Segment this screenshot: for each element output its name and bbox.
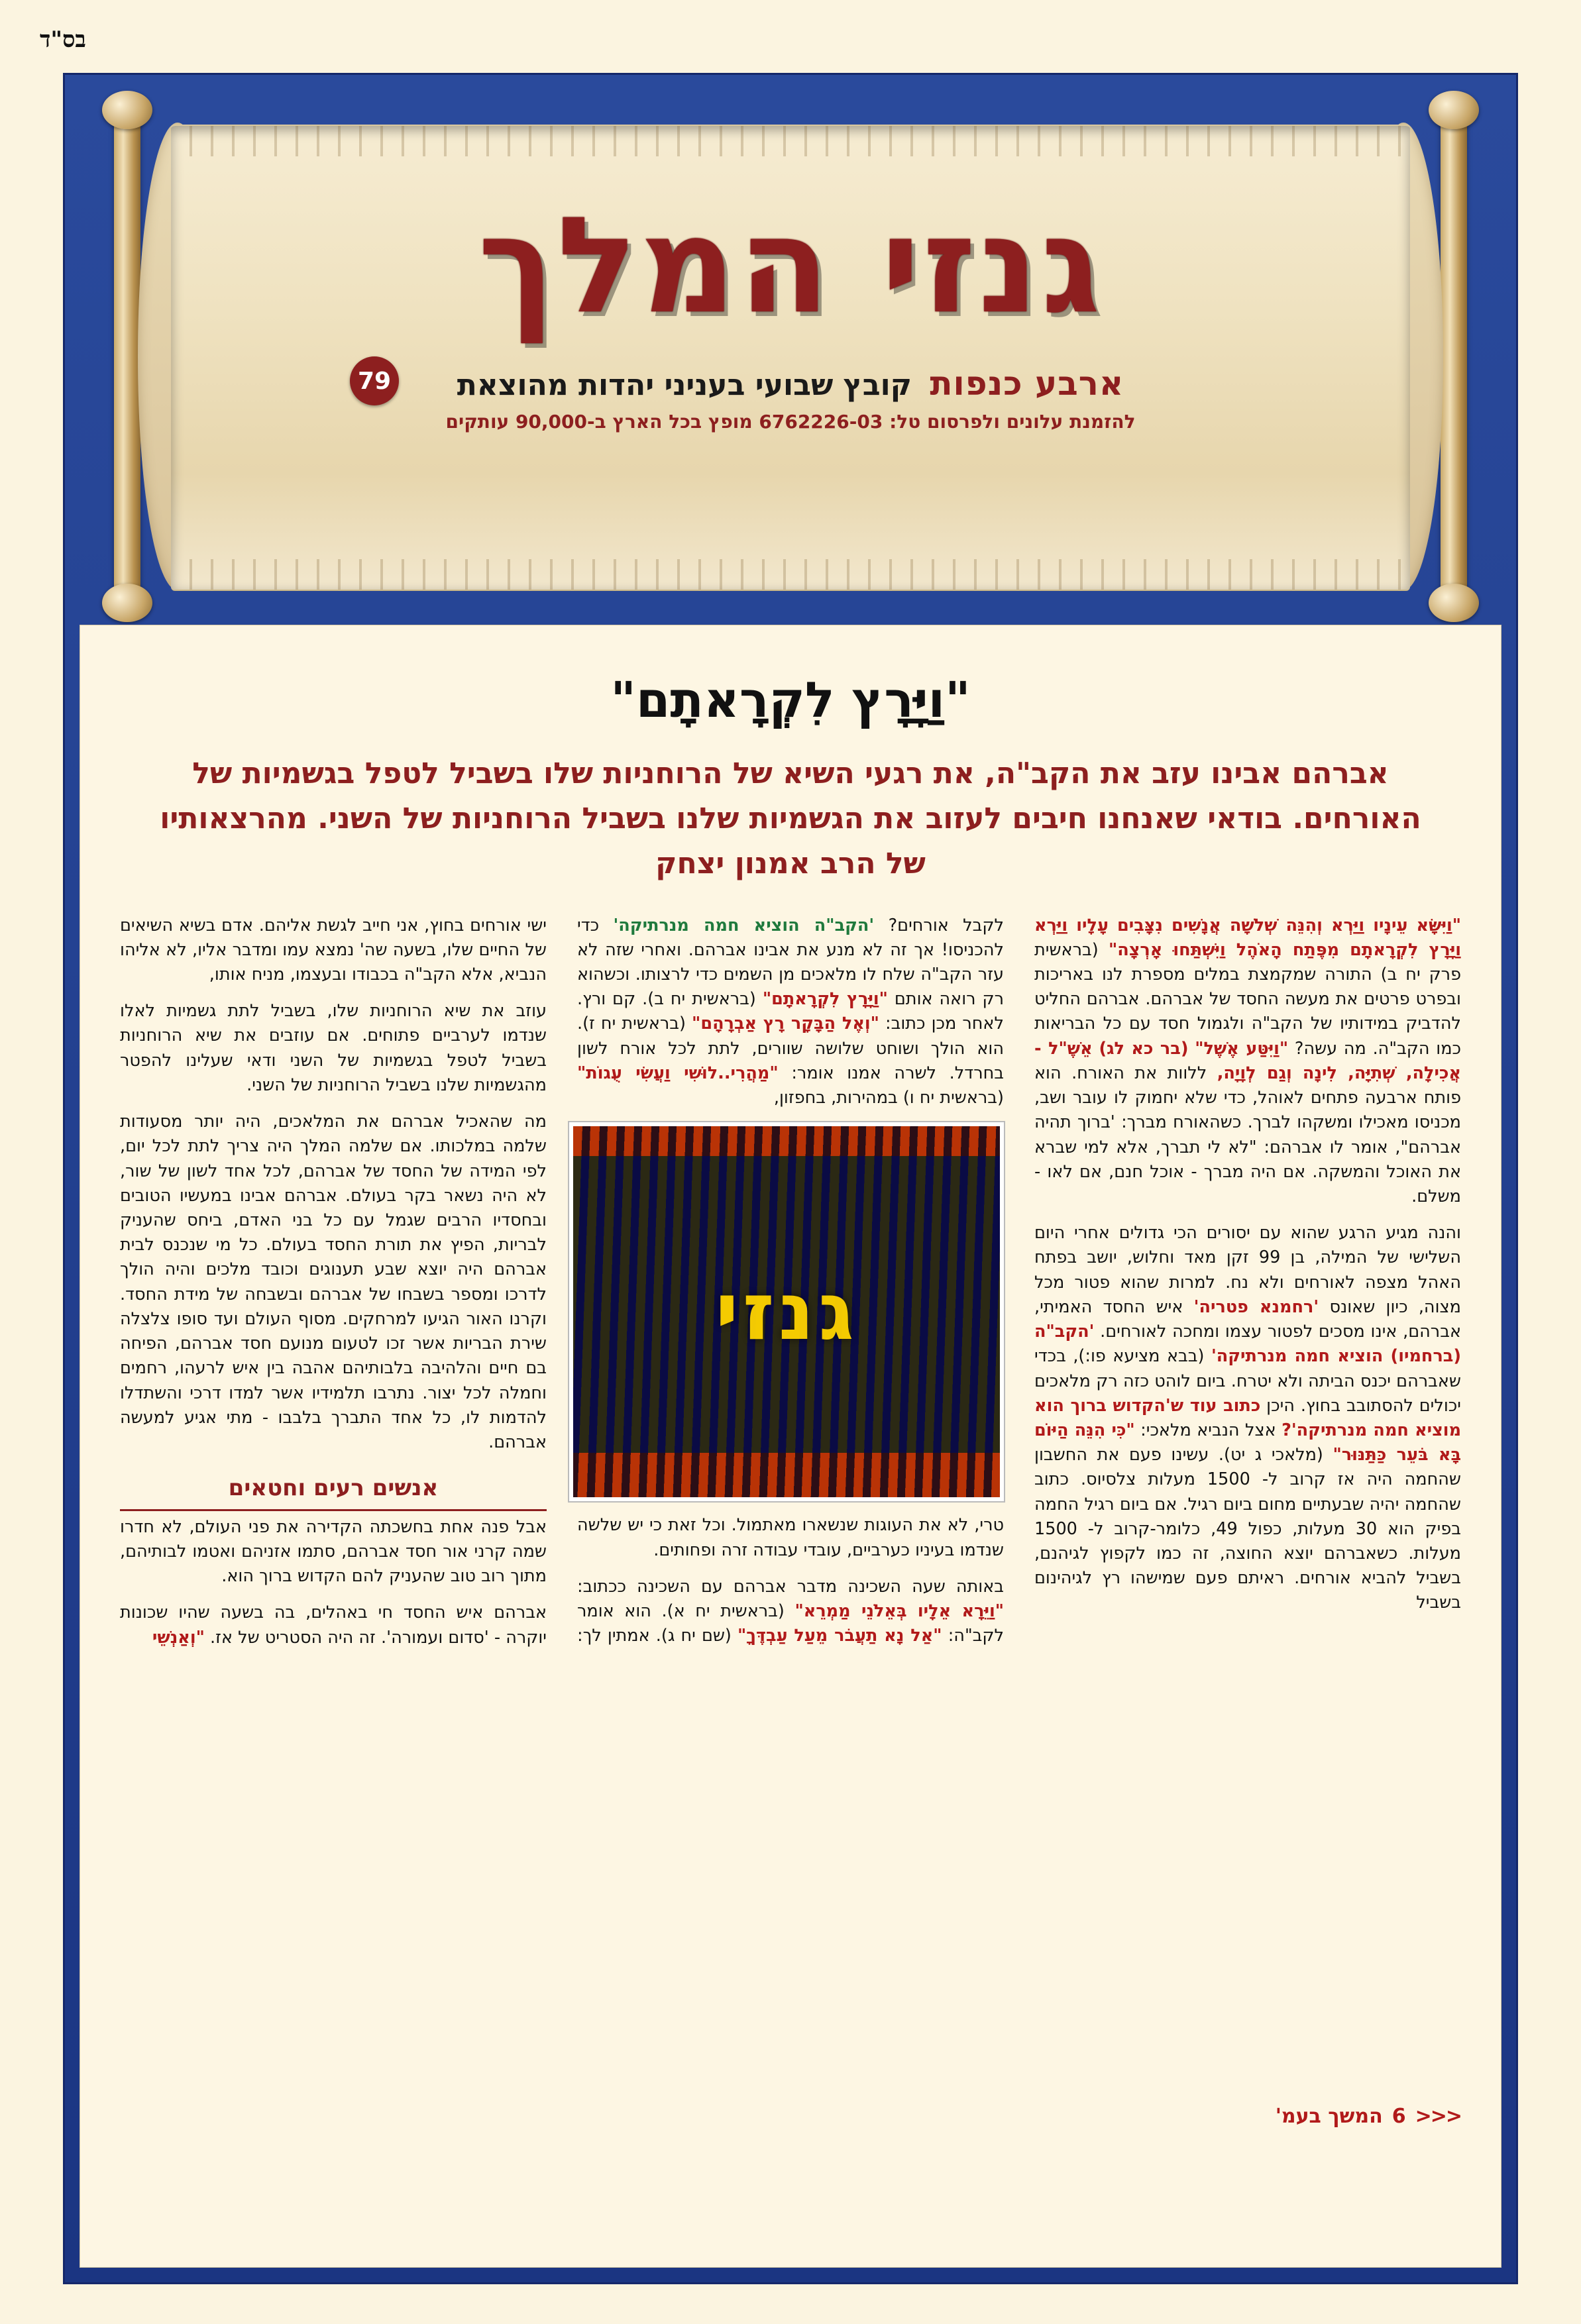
- article-columns: [120, 914, 1461, 2126]
- quote-verse: "וַיֵּרָא אֵלָיו בְּאֵלֹנֵי מַמְרֵא": [794, 1601, 1004, 1621]
- text: (בראשית יח ו) במהירות, בחפזון,: [773, 1088, 1004, 1108]
- text: לקבל אורחים?: [888, 915, 1005, 935]
- page-title: "וַיָּרָץ לִקְרָאתָם": [610, 672, 971, 729]
- quote-verse: "כִּי הִנֵּה הַיּוֹם בָּא בֹּעֵר כַּתַּנּוּר": [1034, 1420, 1461, 1465]
- text: (בבא מציעא פו:), בכדי שאברהם יכנס הביתה ולא יטרח. ביום לוהט כזה רק מלאכים יכולים להסתובב בחוץ. היכן: [1034, 1346, 1461, 1416]
- publisher-brand: ארבע כנפות: [930, 364, 1124, 403]
- text: (שם יח ג). אמתין לך: ישי אורחים בחוץ, אני חייב לגשת אליהם. אדם בשיא השיאים של החיים שלו, בשעה שה' נמצא עמו ומדבר אליו, לא אליהו הנביא, אלא הקב"ה בכבודו ובעצמו, מניח אותו,: [120, 915, 732, 1646]
- paragraph: מה שהאכיל אברהם את המלאכים, היה יותר מסעודות שלמה במלכותו. אם שלמה המלך היה צריך לתת לכל יום, לפי המידה של החסד של אברהם, לכל אחד לשון של שור, לא היה נשאר בקר בעולם. אברהם אבינו במעשיו הטובים ובחסדיו הרבים שגמל עם כל בני האדם, ביחס שהעניק לבריות, הפיץ את תורת החסד בעולם. כל מי שנכנס לבית אברהם היה יוצא שבע תענוגים וכובד מלכים והיה הולך לדרכו ומספר בשבחו של אברהם ובשבחה של מידת החסד. וקרנו האור הגיעו למרחקים. מסוף העולם ועד סופו צלצלה שירת הבריות אשר זכו לטעום מנועם חסד אברהם, הפיחה בם חיים והלהיבה בלבותיהם אהבה בין איש לרעהו, רחמים וחמלה לכל יצור. נתרבו תלמידיו אשר למדו דרכי והשתדלו להדמות לו, כל אחד התברך בלבבו - מתי אגיע למעשה אברהם.: [120, 1112, 547, 1452]
- masthead-scroll: [91, 95, 1490, 618]
- paragraph: [1034, 914, 1461, 1210]
- quote-acronym: אֵשֶׁ"ל - אֲכִילָה, שְׁתִיָּה, לִינָה וְגַם לְוָיָה,: [1034, 1038, 1461, 1083]
- quote-verse: "וְאֶל הַבָּקָר רָץ אַבְרָהָם": [692, 1014, 879, 1034]
- scroll-parchment: [171, 125, 1410, 591]
- text: ללוות את האורח. הוא פותח ארבעה פתחים לאוהל, כדי שלא יחמוק לו עובר ושב, מכניסו מאכילו ומשקהו לברך. כשהאורח מברך: 'ברוך תהיה אברהם", אומר לו אברהם: "לא לי תברך, אלא למי שברא את האוכל והמשקה. אם היה מברך - אוכל חנם, אם לאו - משלם.: [1034, 1063, 1461, 1206]
- paragraph: אבל פנה אחת בחשכתה הקדירה את פני העולם, לא חדרו שמה קרני אור חסד אברהם, סתמו אזניהם ואטמו לבותיהם, מתוך רוב טוב שהעניק להם הקדוש ברוך הוא.: [120, 1516, 547, 1587]
- text: (מלאכי ג יט). עשינו פעם את החשבון שהחמה היה אז קרוב ל- 1500 מעלות צלסיוס. כתוב שהחמה יהיה שבעתיים מחום ביום רגיל. אם ביום רגיל החמה בפיק הוא 30 מעלות, כפול 49, כלומר-קרוב ל- 1500 מעלות. כשאברהם יוצא החוצה, זה כמו לקפוץ לגיהנם, בשביל להביא אורחים. ראיתם פעם שמישהו רץ לגיהינום בשביל: [1034, 1445, 1462, 1613]
- subtitle-text: קובץ שבועי בעניני יהדות מהוצאת: [457, 368, 912, 402]
- text: (בראשית יח ב). קם ורץ. לאחר מכן כתוב:: [577, 989, 1004, 1034]
- text: והנה מגיע הרגע שהוא עם יסורים הכי גדולים אחרי היום השלישי של המילה, בן 99 זקן מאד וחלוש, יושב בפתח האהל מצפה לאורחים ולא נח. למרות שהוא פטור מכל מצוה, כיון שאונס: [1034, 1223, 1461, 1317]
- quote-phrase: 'הקב"ה הוציא חמה מנרתיקה': [613, 915, 875, 935]
- paragraph: [1034, 1221, 1461, 1616]
- continued-label: המשך בעמ': [1275, 2104, 1383, 2128]
- arrows-icon: <<<: [1415, 2104, 1461, 2128]
- paragraph: [577, 914, 1004, 1111]
- article-sheet: [80, 625, 1501, 2268]
- text: (בראשית יח ז). הוא הולך ושוחט שלושה שוורים, לתת לכל אורח לשון בחרדל. לשרה אמנו אומר:: [577, 1014, 1004, 1083]
- section-subheading: אנשים רעים וחטאים: [120, 1472, 547, 1511]
- text: אצל הנביא מלאכי:: [1140, 1420, 1276, 1440]
- text: באותה שעה השכינה מדבר אברהם עם השכינה ככתוב:: [577, 1576, 1004, 1597]
- quote-phrase: 'הקב"ה (ברחמיו) הוציא חמה מנרתיקה': [1034, 1322, 1462, 1367]
- page-frame: [63, 73, 1518, 2284]
- quote-verse: "מַהֲרִי..לוּשִׁי וַעֲשִׂי עֻגוֹת": [577, 1063, 779, 1083]
- bsd-label: בס"ד: [40, 26, 86, 53]
- contact-line: להזמנת עלונים ולפרסום טל: 6762226-03 מופץ בכל הארץ ב-90,000 עותקים: [445, 411, 1136, 433]
- article: [120, 652, 1461, 2254]
- text: איש החסד האמיתי, אברהם, אינו מסכים לפטור עצמו ומחכה לאורחים.: [1034, 1296, 1461, 1342]
- paragraph: [120, 1601, 547, 1650]
- source-ref: (בר כא לג): [1099, 1038, 1189, 1059]
- quote-phrase: 'רחמנא פטריה': [1193, 1296, 1319, 1317]
- quote-verse: "וַיִּטַּע אֶשֶׁל": [1195, 1038, 1289, 1059]
- quote-verse: "וְאַנְשֵׁי: [152, 1627, 205, 1648]
- photo-overlay-text: גנזי: [715, 1265, 858, 1358]
- text: טרי, לא את העוגות שנשארו מאתמול. וכל זאת כי יש שלשה שנדמו בעיניו כערביים, עובדי עבודה זרה ופחותים.: [577, 1515, 1004, 1560]
- text: אברהם איש החסד חי באהלים, בה בשעה שהיו שכונות יוקרה - 'סדום ועמורה'. זה היה הסטריט של אז.: [120, 1603, 547, 1648]
- quote-verse: "וַיִּשָּׂא עֵינָיו וַיַּרְא וְהִנֵּה שְׁלֹשָׁה אֲנָשִׁים נִצָּבִים עָלָיו וַיַּרְא וַיָּרָץ לִקְרָאתָם מִפֶּתַח הָאֹהֶל וַיִּשְׁתַּחוּ אָרְצָה": [1034, 915, 1461, 960]
- article-photo: [569, 1122, 1004, 1501]
- text: כדי להכניסו! אך זה לא מנע את אבינו אברהם. ואחרי שזה לא עזר הקב"ה שלח לו מלאכים מן השמים כדי לרצותו. וכשהוא רק רואה אותם: [577, 915, 1005, 1010]
- continued-page-number: 6: [1391, 2104, 1406, 2128]
- quote-verse: "אַל נָא תַעֲבֹר מֵעַל עַבְדֶּךָ": [737, 1626, 942, 1646]
- text: (בראשית פרק יח ב) התורה שמקמצת במלים מספרת לנו באריכות ובפרט פרטים את מעשה החסד של אברהם. אברהם החליט להדביק במידותיו של הקב"ה ולגמול חסד עם כל הבריאות כמו הקב"ה. מה עשה?: [1034, 939, 1462, 1059]
- text: (בראשית יח א). הוא אומר לקב"ה:: [577, 1601, 1005, 1646]
- article-deck: אברהם אבינו עזב את הקב"ה, את רגעי השיא של הרוחניות שלו בשביל לטפל בגשמיות של האורחים. בודאי שאנחנו חיבים לעזוב את הגשמיות שלנו בשביל הרוחניות של השני. מהרצאותיו של הרב אמנון יצחק: [160, 757, 1421, 881]
- paragraph: עוזב את שיא הרוחניות שלו, בשביל לתת גשמיות לאלו שנדמו לערביים פתוחים. אם עוזבים את שיא הרוחניות בשביל לטפל בגשמיות של השני ודאי שעלינו להפטר מהגשמיות שלנו בשביל הרוחניות של השני.: [120, 1001, 547, 1095]
- issue-number-badge: 79: [350, 356, 399, 405]
- paragraph: [577, 1513, 1004, 1562]
- quote-phrase: כתוב עוד ש'הקדוש ברוך הוא מוציא חמה מנרתיקה'?: [1034, 1395, 1462, 1440]
- quote-verse: "וַיָּרָץ לִקְרָאתָם": [762, 989, 888, 1010]
- continued-on: [1276, 2102, 1461, 2131]
- publication-title: גנזי המלך: [478, 189, 1103, 343]
